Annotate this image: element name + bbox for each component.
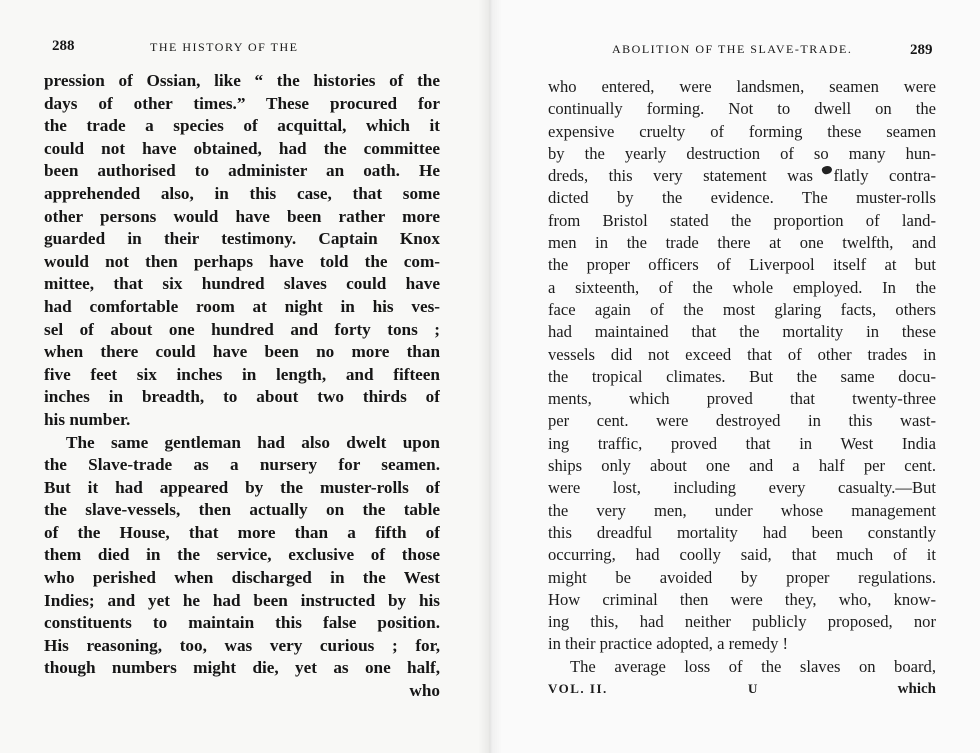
catchword: who	[409, 681, 440, 701]
text-line: men in the trade there at one twelfth, and	[548, 233, 936, 253]
right-running-head: ABOLITION OF THE SLAVE-TRADE.	[612, 42, 853, 56]
text-line: guarded in their testimony. Captain Knox	[44, 229, 440, 249]
text-line: would not then perhaps have told the com-	[44, 251, 440, 271]
text-line: His reasoning, too, was very curious ; for,	[44, 635, 440, 655]
text-line: face again of the most glaring facts, others	[548, 299, 936, 319]
text-line: had maintained that the mortality in these	[548, 322, 936, 342]
right-page-body	[548, 76, 936, 700]
text-line: by the yearly destruction of so many hun-	[548, 143, 936, 163]
right-page-number: 289	[910, 42, 933, 58]
text-line: pression of Ossian, like “ the histories of the	[44, 71, 440, 90]
text-line: when there could have been no more than	[44, 342, 440, 362]
text-line: this dreadful mortality had been constantly	[548, 522, 936, 542]
text-line: from Bristol stated the proportion of land-	[548, 210, 936, 230]
text-line: the proper officers of Liverpool itself at but	[548, 255, 936, 275]
text-line: The average loss of the slaves on board,	[570, 656, 936, 676]
text-line: the trade a species of acquittal, which it	[44, 116, 440, 136]
text-line: occurring, had coolly said, that much of it	[548, 545, 936, 565]
text-line: who perished when discharged in the West	[44, 568, 440, 588]
text-line: though numbers might die, yet as one half,	[44, 658, 440, 678]
signature-mark: U	[748, 681, 758, 697]
text-line: constituents to maintain this false position.	[44, 613, 440, 633]
left-running-head: THE HISTORY OF THE	[150, 40, 299, 54]
text-line: vessels did not exceed that of other trades in	[548, 344, 936, 364]
text-line: ing this, had neither publicly proposed, nor	[548, 612, 936, 632]
text-line: dicted by the evidence. The muster-rolls	[548, 188, 936, 208]
text-line: had comfortable room at night in his ves-	[44, 296, 440, 316]
text-line: dreds, this very statement was flatly contra-	[548, 166, 936, 186]
text-line: in their practice adopted, a remedy !	[548, 634, 789, 654]
text-line: who entered, were landsmen, seamen were	[548, 77, 936, 96]
text-line: ments, which proved that twenty-three	[548, 389, 936, 409]
text-line: a sixteenth, of the whole employed. In the	[548, 277, 936, 297]
page-footer	[548, 678, 936, 700]
right-page	[490, 0, 980, 753]
text-line: expensive cruelty of forming these seamen	[548, 121, 936, 141]
volume-signature: VOL. II.	[548, 681, 608, 697]
text-line: ships only about one and a half per cent.	[548, 456, 936, 476]
text-line: them died in the service, exclusive of those	[44, 545, 440, 565]
text-line: How criminal then were they, who, know-	[548, 589, 936, 609]
text-line: days of other times.” These procured for	[44, 93, 440, 113]
text-line: five feet six inches in length, and fifteen	[44, 364, 440, 384]
text-line: continually forming. Not to dwell on the	[548, 99, 936, 119]
catchword: which	[897, 681, 936, 698]
text-line: the very men, under whose management	[548, 500, 936, 520]
text-line: sel of about one hundred and forty tons ;	[44, 319, 440, 339]
text-line: mittee, that six hundred slaves could have	[44, 274, 440, 294]
text-line: the Slave-trade as a nursery for seamen.	[44, 455, 440, 475]
text-line: could not have obtained, had the committee	[44, 138, 440, 158]
text-line: the slave-vessels, then actually on the table	[44, 500, 440, 520]
text-line: might be avoided by proper regulations.	[548, 567, 936, 587]
text-line: per cent. were destroyed in this wast-	[548, 411, 936, 431]
text-line: ing traffic, proved that in West India	[548, 433, 936, 453]
text-line: the tropical climates. But the same docu-	[548, 366, 936, 386]
text-line: his number.	[44, 409, 131, 429]
text-line: were lost, including every casualty.—But	[548, 478, 936, 498]
text-line: of the House, that more than a fifth of	[44, 522, 440, 542]
book-gutter	[478, 0, 502, 753]
text-line: apprehended also, in this case, that some	[44, 183, 440, 203]
left-page-number: 288	[52, 38, 75, 54]
text-line: been authorised to administer an oath. He	[44, 161, 440, 181]
text-line: other persons would have been rather more	[44, 206, 440, 226]
left-page-body	[44, 70, 440, 703]
text-line: inches in breadth, to about two thirds of	[44, 387, 440, 407]
text-line: But it had appeared by the muster-rolls of	[44, 477, 440, 497]
text-line: Indies; and yet he had been instructed by his	[44, 590, 440, 610]
text-line: The same gentleman had also dwelt upon	[66, 432, 440, 452]
